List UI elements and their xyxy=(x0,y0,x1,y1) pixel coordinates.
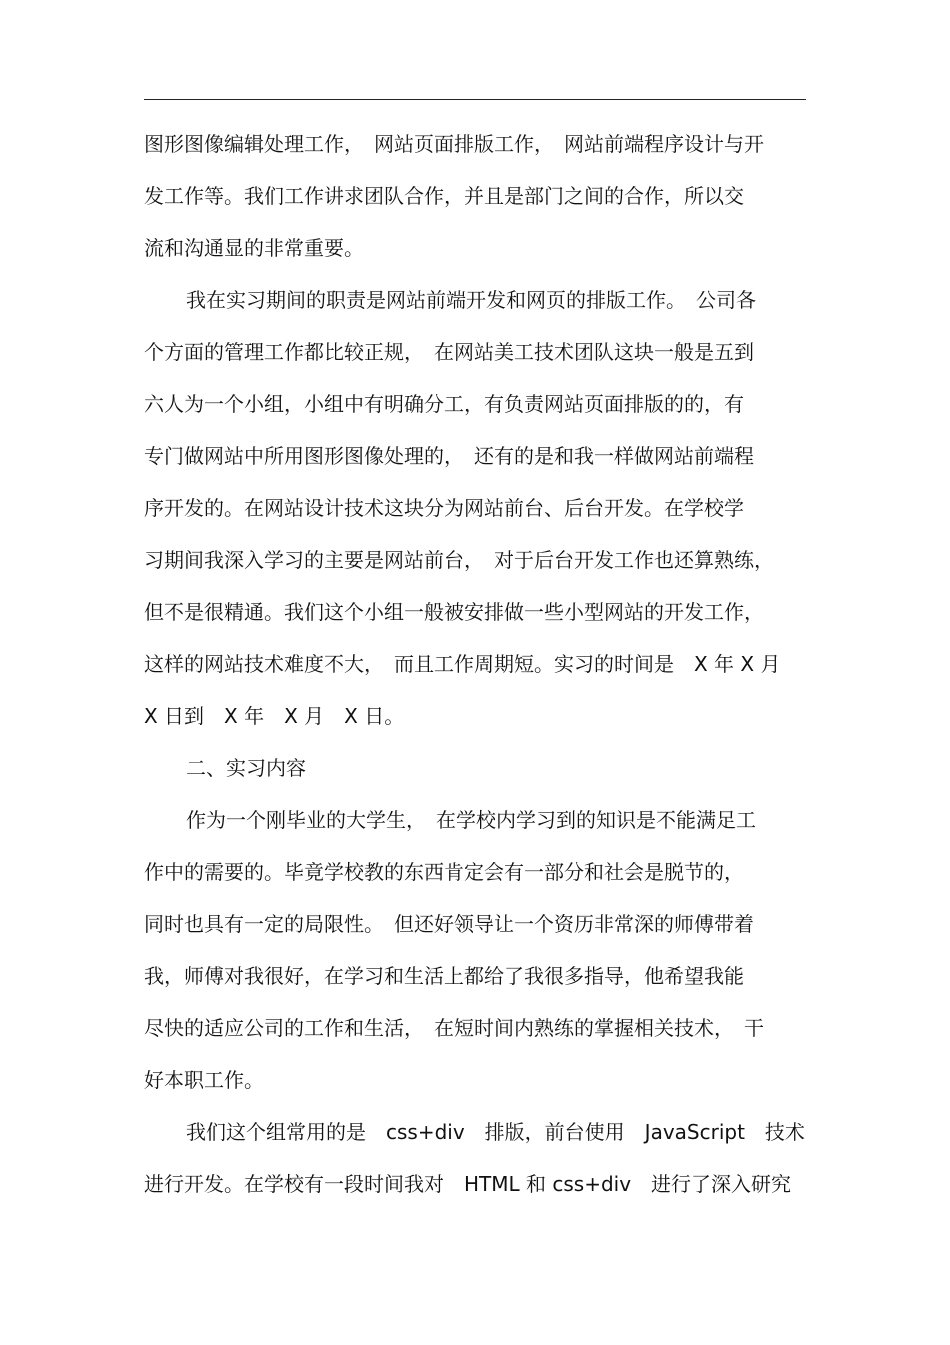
text-line: 发工作等。我们工作讲求团队合作，并且是部门之间的合作，所以交 xyxy=(144,184,744,208)
header-rule xyxy=(144,99,806,100)
text-line: 好本职工作。 xyxy=(144,1068,264,1092)
text-line: 个方面的管理工作都比较正规， 在网站美工技术团队这块一般是五到 xyxy=(144,340,754,364)
text-line: X 日到 X 年 X 月 X 日。 xyxy=(144,704,405,728)
text-line: 尽快的适应公司的工作和生活， 在短时间内熟练的掌握相关技术， 干 xyxy=(144,1016,764,1040)
text-line: 专门做网站中所用图形图像处理的， 还有的是和我一样做网站前端程 xyxy=(144,444,754,468)
text-line: 这样的网站技术难度不大， 而且工作周期短。实习的时间是 X 年 X 月 xyxy=(144,652,781,676)
text-line: 进行开发。在学校有一段时间我对 HTML 和 css+div 进行了深入研究 xyxy=(144,1172,792,1196)
text-line: 六人为一个小组，小组中有明确分工，有负责网站页面排版的的，有 xyxy=(144,392,744,416)
text-line: 流和沟通显的非常重要。 xyxy=(144,236,364,260)
text-line: 图形图像编辑处理工作， 网站页面排版工作， 网站前端程序设计与开 xyxy=(144,132,764,156)
text-line: 我们这个组常用的是 css+div 排版，前台使用 JavaScript 技术 xyxy=(186,1120,805,1144)
text-line: 二、实习内容 xyxy=(186,756,306,780)
text-line: 作中的需要的。毕竟学校教的东西肯定会有一部分和社会是脱节的， xyxy=(144,860,744,884)
text-line: 同时也具有一定的局限性。 但还好领导让一个资历非常深的师傅带着 xyxy=(144,912,754,936)
text-line: 但不是很精通。我们这个小组一般被安排做一些小型网站的开发工作， xyxy=(144,600,764,624)
text-line: 习期间我深入学习的主要是网站前台， 对于后台开发工作也还算熟练， xyxy=(144,548,774,572)
text-line: 序开发的。在网站设计技术这块分为网站前台、后台开发。在学校学 xyxy=(144,496,744,520)
text-line: 我在实习期间的职责是网站前端开发和网页的排版工作。 公司各 xyxy=(186,288,756,312)
text-line: 我，师傅对我很好，在学习和生活上都给了我很多指导，他希望我能 xyxy=(144,964,744,988)
text-line: 作为一个刚毕业的大学生， 在学校内学习到的知识是不能满足工 xyxy=(186,808,756,832)
body-text xyxy=(144,118,806,1210)
